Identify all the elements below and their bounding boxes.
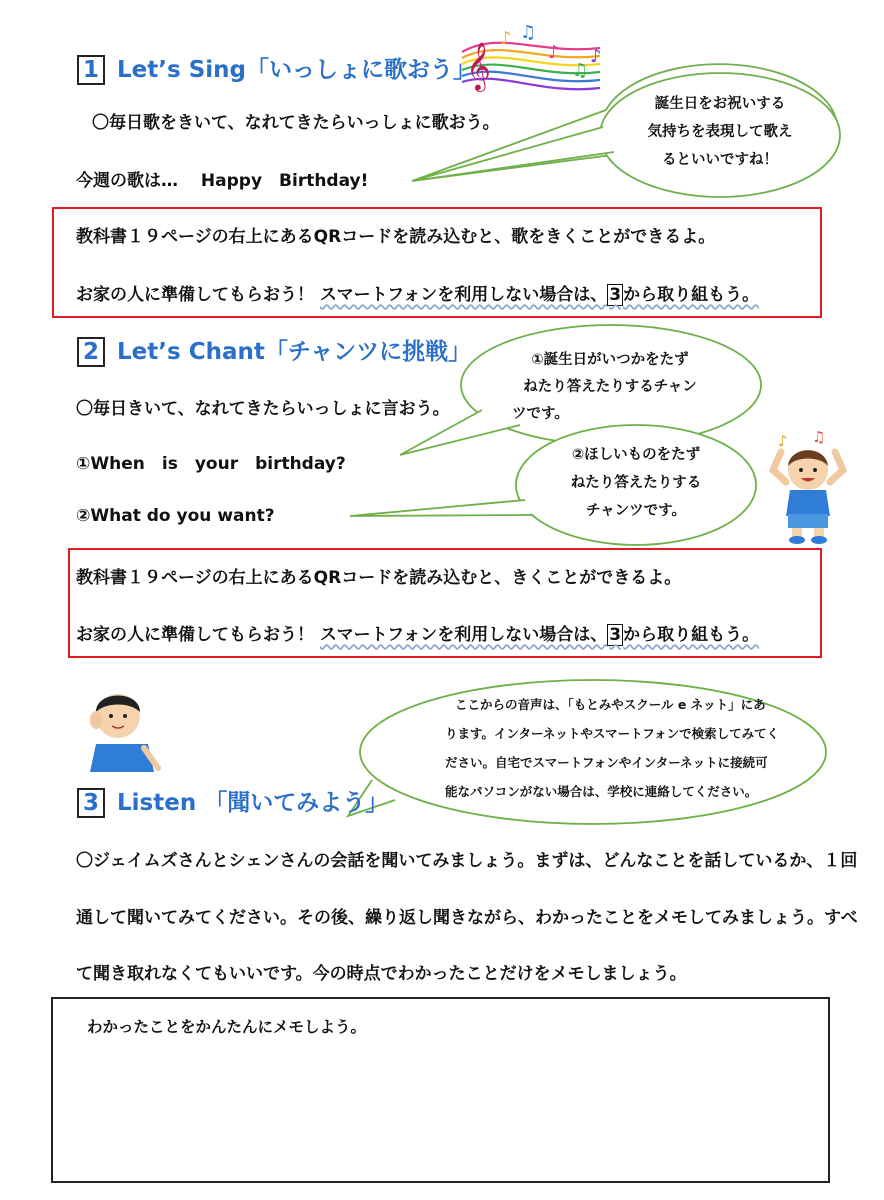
section2-instruction: 〇毎日きいて、なれてきたらいっしょに言おう。 [76,399,450,419]
listen-bubble-text [445,690,779,806]
svg-text:♪: ♪ [590,46,602,67]
listen-bubble-line: ここからの音声は、「もとみやスクール e ネット」にあ [455,697,766,712]
fallback-prefix: お家の人に準備してもらおう！ [76,285,320,305]
section2-qr-line: 教科書１９ページの右上にあるQRコードを読み込むと、きくことができるよ。 [76,568,682,588]
svg-text:♪: ♪ [548,42,560,63]
svg-text:♫: ♫ [572,60,589,81]
chant-bubble-line: チャンツです。 [586,503,686,519]
listen-paragraph-line: 通して聞いてみてください。その後、繰り返し聞きながら、わかったことをメモしてみましょう。すべ [76,908,858,928]
svg-text:♫: ♫ [520,22,537,43]
section1-instruction: 〇毎日歌をきいて、なれてきたらいっしょに歌おう。 [92,113,500,133]
chant-bubble-line: ねたり答えたりするチャン [523,379,697,395]
section1-qr-line: 教科書１９ページの右上にあるQRコードを読み込むと、歌をきくことができるよ。 [76,227,716,247]
section3-number: 3 [77,788,105,818]
listen-paragraph-line: て聞き取れなくてもいいです。今の時点でわかったことだけをメモしましょう。 [76,964,687,984]
sing-bubble-line: 気持ちを表現して歌え [647,124,793,140]
section-ref-3: 3 [609,625,622,645]
sing-bubble-line: 誕生日をお祝いする [654,96,786,112]
listen-bubble-line: 能なパソコンがない場合は、学校に連絡してください。 [445,784,758,799]
song-of-week: 今週の歌は… Happy Birthday! [76,171,369,191]
section1-title: Let’s Sing「いっしょに歌おう」 [117,57,476,83]
chant-question-2: ②What do you want? [76,506,275,526]
section-ref-3: 3 [609,285,622,305]
svg-text:♪: ♪ [500,28,512,49]
svg-text:♪: ♪ [778,432,788,450]
chant-bubble-line: ねたり答えたりする [570,475,702,491]
fallback-condition: スマートフォンを利用しない場合は、 3 から取り組もう。 [319,285,760,305]
memo-field[interactable] [87,1049,808,1167]
memo-prompt: わかったことをかんたんにメモしよう。 [87,1018,367,1036]
chant-bubble-line: ツです。 [512,406,569,422]
section3-title: Listen 「聞いてみよう」 [117,790,389,816]
fallback-prefix: お家の人に準備してもらおう！ [76,625,320,645]
section2-number: 2 [77,337,105,367]
listen-bubble-line: ります。インターネットやスマートフォンで検索してみてく [445,726,780,741]
section3-heading [77,784,388,818]
svg-text:𝄞: 𝄞 [466,41,491,90]
memo-box[interactable] [51,997,830,1183]
chant-bubble-line: ①誕生日がいつかをたず [531,352,689,368]
chant-bubble-line: ②ほしいものをたず [571,447,701,463]
chant-question-1: ①When is your birthday? [76,454,346,474]
svg-text:♫: ♫ [812,428,826,446]
section1-number: 1 [77,55,105,85]
fallback-condition: スマートフォンを利用しない場合は、 3 から取り組もう。 [319,625,760,645]
listen-bubble-line: ださい。自宅でスマートフォンやインターネットに接続可 [445,755,768,770]
section2-title: Let’s Chant「チャンツに挑戦」 [117,339,472,365]
listen-paragraph-line: 〇ジェイムズさんとシェンさんの会話を聞いてみましょう。まずは、どんなことを話しているか、１回 [76,851,858,871]
sing-bubble-line: るといいですね！ [662,152,778,168]
